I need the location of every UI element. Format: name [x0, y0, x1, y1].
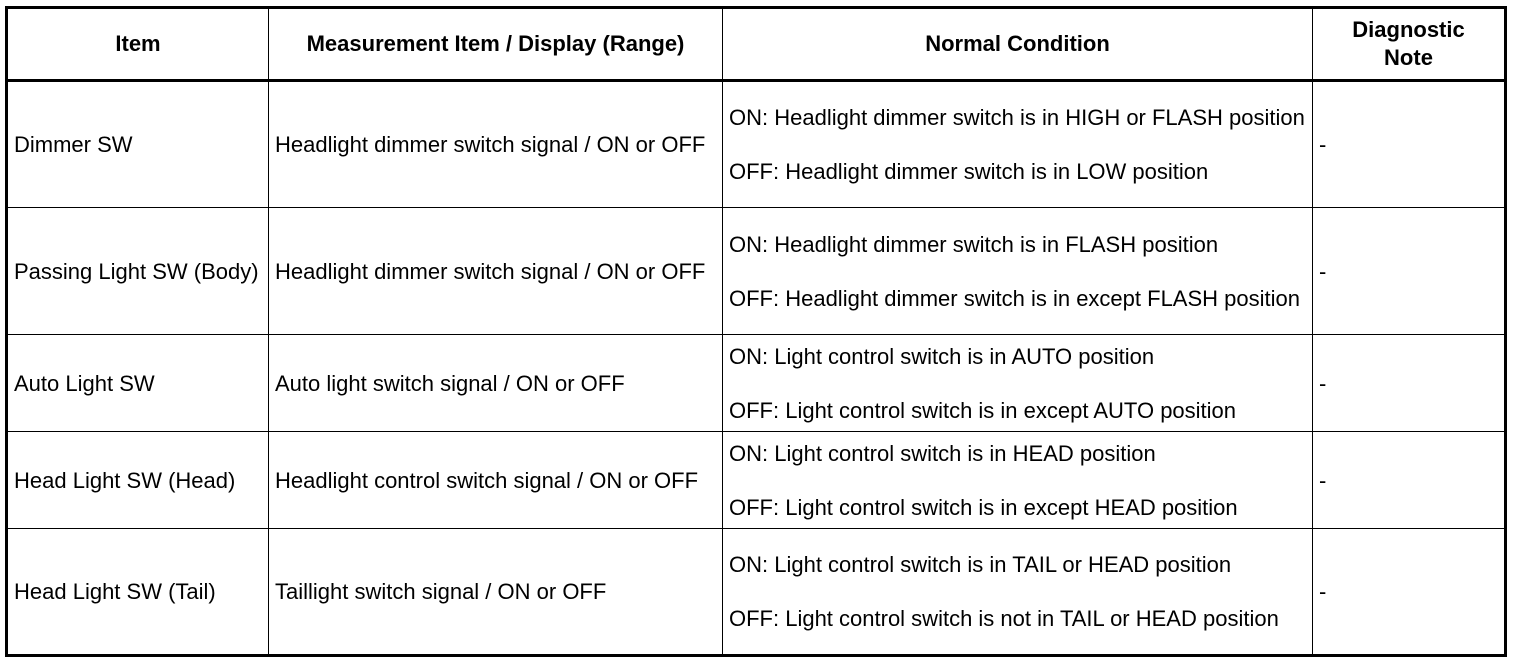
data-monitor-table: [5, 6, 1507, 657]
header-normal-condition: Normal Condition: [723, 8, 1313, 81]
table-body: [7, 81, 1506, 656]
cell-measurement: Taillight switch signal / ON or OFF: [269, 529, 723, 656]
table-row: [7, 81, 1506, 208]
cell-normal-condition: [723, 529, 1313, 656]
cell-measurement: Headlight dimmer switch signal / ON or OFF: [269, 208, 723, 335]
header-diagnostic-note: Diagnostic Note: [1313, 8, 1506, 81]
condition-on: ON: Light control switch is in TAIL or HEAD position: [729, 552, 1232, 577]
cell-normal-condition: [723, 208, 1313, 335]
table-row: [7, 529, 1506, 656]
header-row: [7, 8, 1506, 81]
cell-measurement: Headlight control switch signal / ON or OFF: [269, 432, 723, 529]
condition-on: ON: Headlight dimmer switch is in HIGH or FLASH position: [729, 105, 1305, 130]
condition-off: OFF: Headlight dimmer switch is in LOW position: [729, 159, 1209, 184]
cell-item: Passing Light SW (Body): [7, 208, 269, 335]
cell-diagnostic-note: -: [1313, 208, 1506, 335]
table-row: [7, 208, 1506, 335]
cell-normal-condition: [723, 335, 1313, 432]
table-row: [7, 432, 1506, 529]
cell-measurement: Auto light switch signal / ON or OFF: [269, 335, 723, 432]
cell-item: Head Light SW (Tail): [7, 529, 269, 656]
table-row: [7, 335, 1506, 432]
condition-on: ON: Light control switch is in HEAD position: [729, 440, 1156, 466]
table-header: [7, 8, 1506, 81]
cell-diagnostic-note: -: [1313, 81, 1506, 208]
cell-diagnostic-note: -: [1313, 335, 1506, 432]
cell-normal-condition: [723, 432, 1313, 529]
header-item: Item: [7, 8, 269, 81]
cell-diagnostic-note: -: [1313, 529, 1506, 656]
condition-off: OFF: Light control switch is in except HEAD position: [729, 494, 1238, 520]
condition-off: OFF: Light control switch is in except AUTO position: [729, 397, 1237, 423]
condition-on: ON: Light control switch is in AUTO position: [729, 343, 1155, 369]
cell-normal-condition: [723, 81, 1313, 208]
cell-diagnostic-note: -: [1313, 432, 1506, 529]
condition-off: OFF: Headlight dimmer switch is in except FLASH position: [729, 285, 1300, 311]
condition-off: OFF: Light control switch is not in TAIL or HEAD position: [729, 606, 1279, 631]
cell-item: Head Light SW (Head): [7, 432, 269, 529]
header-measurement: Measurement Item / Display (Range): [269, 8, 723, 81]
condition-on: ON: Headlight dimmer switch is in FLASH position: [729, 231, 1219, 257]
cell-item: Auto Light SW: [7, 335, 269, 432]
cell-item: Dimmer SW: [7, 81, 269, 208]
cell-measurement: Headlight dimmer switch signal / ON or OFF: [269, 81, 723, 208]
